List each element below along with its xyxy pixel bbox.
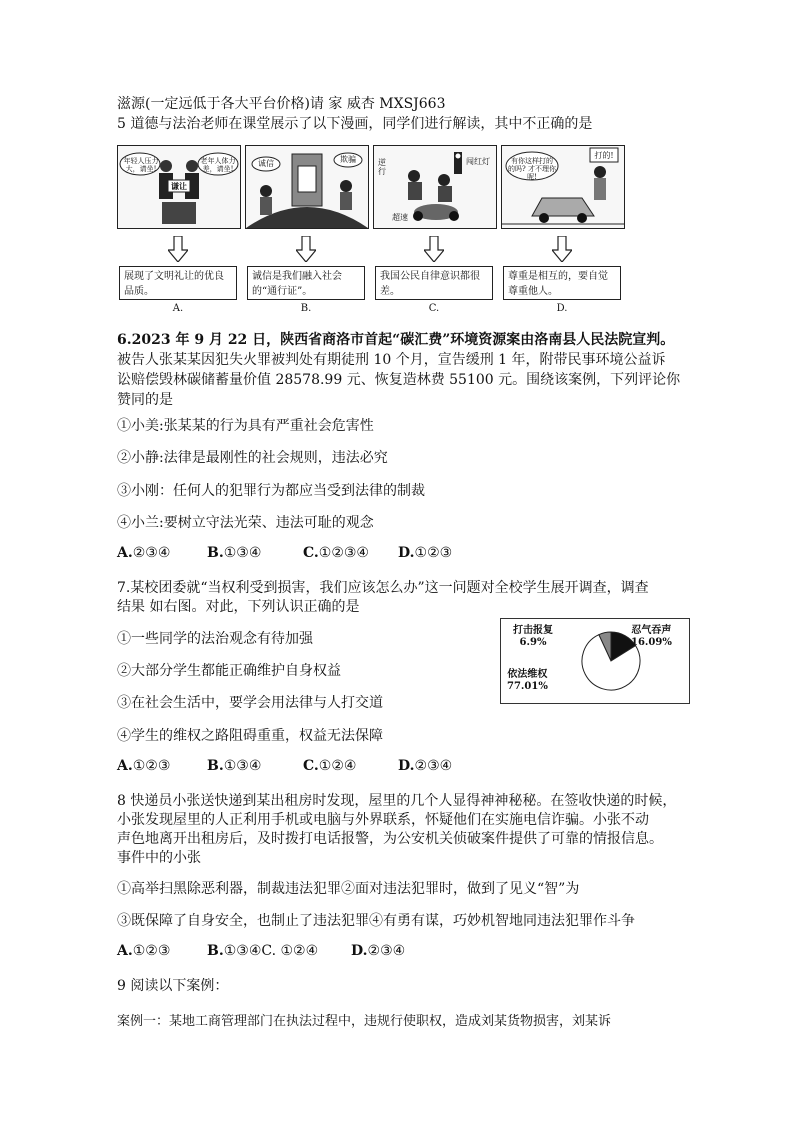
q7-option-d[interactable]: D.②③④ — [398, 758, 453, 774]
label-c-bottom: 超速 — [392, 213, 408, 222]
letter-b: B. — [300, 303, 312, 314]
pie-label-yifa-name: 依法维权 — [507, 669, 548, 680]
q7-item-4: ④学生的维权之路阻碍重重，权益无法保障 — [117, 728, 383, 744]
q6-option-d[interactable]: D.①②③ — [398, 545, 453, 561]
pie-label-renqi-name: 忍气吞声 — [631, 625, 672, 636]
q6-option-b[interactable]: B.①③④ — [207, 545, 262, 561]
q7-item-1: ①一些同学的法治观念有待加强 — [117, 631, 313, 647]
q6-item-2: ②小静:法律是最刚性的社会规则，违法必究 — [117, 450, 388, 466]
pie-label-renqi — [631, 625, 672, 649]
q9-stem: 9 阅读以下案例： — [117, 978, 229, 994]
pie-label-yifa-pct: 77.01% — [507, 681, 548, 692]
arrow-down-icon — [552, 236, 572, 262]
caption-c: 我国公民自律意识都很差。 — [375, 266, 493, 300]
comic-panel-b — [245, 145, 369, 229]
q6-options — [117, 545, 677, 565]
comic-panel-c — [373, 145, 497, 229]
header-line: 滋源(一定远低于各大平台价格)请 家 威杏 MXSJ663 — [117, 96, 446, 112]
bubble-b-right: 欺骗 — [340, 155, 356, 164]
caption-a: 展现了文明礼让的优良品质。 — [119, 266, 237, 300]
q6-item-3: ③小刚：任何人的犯罪行为都应当受到法律的制裁 — [117, 483, 425, 499]
pie-label-daji-pct: 6.9% — [519, 637, 547, 648]
letter-d: D. — [556, 303, 568, 314]
q8-stem-line-3: 声色地离开出租房后，及时拨打电话报警，为公安机关侦破案件提供了可靠的情报信息。 — [117, 831, 663, 847]
bubble-a-right: 老年人体力差，请坐! — [200, 157, 236, 173]
q8-options — [117, 943, 677, 963]
q8-item-2: ③既保障了自身安全，也制止了违法犯罪④有勇有谋，巧妙机智地同违法犯罪作斗争 — [117, 913, 635, 929]
q6-stem-line-4: 赞同的是 — [117, 392, 173, 408]
bubble-a-left: 年轻人压力大，请坐! — [123, 157, 159, 173]
comic-panel-d — [501, 145, 625, 229]
q6-stem-line-3: 讼赔偿毁林碳储蓄量价值 28578.99 元、恢复造林费 55100 元。围绕该案例，下列评论你 — [117, 372, 681, 388]
q7-options — [117, 758, 677, 778]
q7-option-c[interactable]: C.①②④ — [303, 758, 357, 774]
letter-c: C. — [428, 303, 440, 314]
q6-item-4: ④小兰:要树立守法光荣、违法可耻的观念 — [117, 515, 374, 531]
q7-item-2: ②大部分学生都能正确维护自身权益 — [117, 663, 341, 679]
pie-label-renqi-pct: 16.09% — [631, 637, 672, 648]
q6-stem-line-1: 6.2023 年 9 月 22 日，陕西省商洛市首起“碳汇费”环境资源案由洛南县人民法院宣判。 — [117, 332, 675, 348]
arrow-down-icon — [424, 236, 444, 262]
q8-option-d[interactable]: D.②③④ — [351, 943, 406, 959]
sign-a: 谦让 — [171, 181, 187, 191]
bubble-b-left: 诚信 — [258, 159, 274, 168]
q7-option-a[interactable]: A.①②③ — [117, 758, 171, 774]
pie-label-yifa — [507, 669, 548, 693]
q8-option-b[interactable]: B.①③④C. ①②④ — [207, 943, 319, 959]
comic-strip — [117, 145, 687, 315]
label-c-right: 闯红灯 — [466, 157, 490, 166]
q7-stem-line-1: 7.某校团委就“当权利受到损害，我们应该怎么办”这一问题对全校学生展开调查，调查 — [117, 580, 649, 596]
pie-chart-box — [500, 618, 690, 704]
q7-option-b[interactable]: B.①③④ — [207, 758, 262, 774]
q8-option-a[interactable]: A.①②③ — [117, 943, 171, 959]
letter-a: A. — [172, 303, 184, 314]
comic-panel-a — [117, 145, 241, 229]
q8-stem-line-4: 事件中的小张 — [117, 850, 201, 866]
q8-stem-line-1: 8 快递员小张送快递到某出租房时发现，屋里的几个人显得神神秘秘。在签收快递的时候， — [117, 793, 677, 809]
arrow-down-icon — [296, 236, 316, 262]
pie-label-daji — [513, 625, 553, 649]
arrow-down-icon — [168, 236, 188, 262]
q7-stem-line-2: 结果 如右图。对此，下列认识正确的是 — [117, 599, 360, 615]
q6-stem-line-2: 被告人张某某因犯失火罪被判处有期徒刑 10 个月，宣告缓刑 1 年，附带民事环境公益诉 — [117, 352, 666, 368]
q8-stem-line-2: 小张发现屋里的人正利用手机或电脑与外界联系，怀疑他们在实施电信诈骗。小张不动 — [117, 812, 649, 828]
q6-item-1: ①小美:张某某的行为具有严重社会危害性 — [117, 418, 374, 434]
q6-option-c[interactable]: C.①②③④ — [303, 545, 369, 561]
q9-case-1: 案例一：某地工商管理部门在执法过程中，违规行使职权，造成刘某货物损害，刘某诉 — [117, 1014, 612, 1029]
q8-item-1: ①高举扫黑除恶利器，制裁违法犯罪②面对违法犯罪时，做到了见义“智”为 — [117, 881, 580, 897]
q7-item-3: ③在社会生活中，要学会用法律与人打交道 — [117, 695, 383, 711]
caption-d: 尊重是相互的，要自觉尊重他人。 — [503, 266, 621, 300]
pie-label-daji-name: 打击报复 — [513, 625, 553, 636]
sign-d: 打的! — [594, 151, 614, 160]
q5-stem: 5 道德与法治老师在课堂展示了以下漫画，同学们进行解读，其中不正确的是 — [117, 116, 593, 132]
bubble-d: 有你这样打的的吗? 才不理你呢! — [508, 157, 556, 181]
caption-b: 诚信是我们融入社会的“通行证”。 — [247, 266, 365, 300]
label-c-top: 逆行 — [378, 158, 386, 176]
q6-option-a[interactable]: A.②③④ — [117, 545, 171, 561]
